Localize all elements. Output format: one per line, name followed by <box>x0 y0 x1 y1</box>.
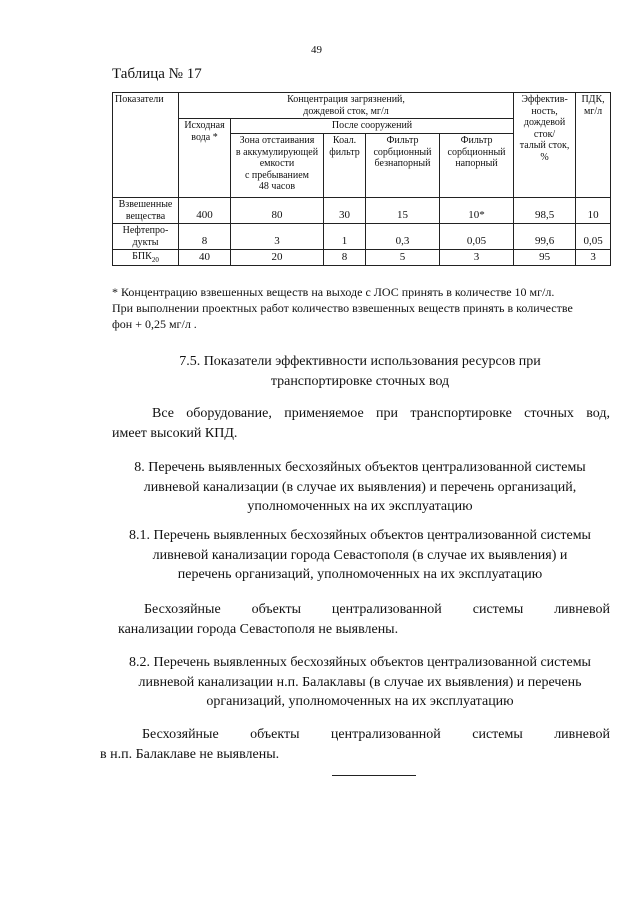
header-settling-zone: Зона отстаивания в аккумулирующей емкости с пребыванием 48 часов <box>231 134 324 198</box>
row-label: $БПК_{20}$ <box>113 250 179 266</box>
section-7-5-text: Все оборудование, применяемое при транспортировке сточных вод, имеет высокий КПД. <box>112 406 610 441</box>
row-label: Нефтепро- дукты <box>113 224 179 250</box>
section-8-heading: 8. Перечень выявленных бесхозяйных объектов централизованной системы ливневой канализации (в случае их выявления) и перечень организаций, уполномоченных на их эксплуатацию <box>134 460 586 515</box>
table-footnote: * Концентрацию взвешенных веществ на выходе с ЛОС принять в количестве 10 мг/л. При выполнении проектных работ количество взвешенных веществ принять в количестве фон + 0,25 мг/л . <box>112 285 573 331</box>
header-coal-filter: Коал. фильтр <box>324 134 366 198</box>
cell-sorption-pressure: 10* <box>440 198 514 224</box>
cell-source: 400 <box>179 198 231 224</box>
section-8-2-text: Бесхозяйные объекты централизованной системы ливневой в н.п. Балаклаве не выявлены. <box>100 727 610 762</box>
cell-sorption-pressure: 0,05 <box>440 224 514 250</box>
header-sorption-pressure: Фильтр сорбционный напорный <box>440 134 514 198</box>
page-number: 49 <box>311 44 322 56</box>
table-row <box>113 224 611 250</box>
end-rule <box>332 775 416 776</box>
cell-pdk: 10 <box>576 198 611 224</box>
table-row <box>113 198 611 224</box>
cell-coal: 1 <box>324 224 366 250</box>
cell-sorption-free: 0,3 <box>366 224 440 250</box>
section-8-1-heading: 8.1. Перечень выявленных бесхозяйных объектов централизованной системы ливневой канализации города Севастополя (в случае их выявления) и перечень организаций, уполномоченных на их эксплуатацию <box>129 528 591 583</box>
cell-source: 40 <box>179 250 231 266</box>
header-efficiency: Эффектив- ность, дождевой сток/ талый сток, % <box>514 93 576 198</box>
pollution-concentration-table <box>112 92 611 266</box>
header-after-facilities: После сооружений <box>231 119 514 134</box>
section-8-1-text: Бесхозяйные объекты централизованной системы ливневой канализации города Севастополя не выявлены. <box>118 602 610 637</box>
cell-sorption-pressure: 3 <box>440 250 514 266</box>
cell-efficiency: 98,5 <box>514 198 576 224</box>
header-sorption-free-flow: Фильтр сорбционный безнапорный <box>366 134 440 198</box>
cell-sorption-free: 15 <box>366 198 440 224</box>
cell-coal: 30 <box>324 198 366 224</box>
header-source-water: Исходная вода * <box>179 119 231 198</box>
section-8-2-heading: 8.2. Перечень выявленных бесхозяйных объектов централизованной системы ливневой канализации н.п. Балаклавы (в случае их выявления) и перечень организаций, уполномоченных на их эксплуатацию <box>129 655 591 710</box>
header-indicators: Показатели <box>113 93 179 198</box>
header-pdk: ПДК, мг/л <box>576 93 611 198</box>
row-label: Взвешенные вещества <box>113 198 179 224</box>
cell-coal: 8 <box>324 250 366 266</box>
cell-sorption-free: 5 <box>366 250 440 266</box>
cell-pdk: 3 <box>576 250 611 266</box>
table-caption: Таблица № 17 <box>112 66 202 82</box>
cell-efficiency: 99,6 <box>514 224 576 250</box>
table-row <box>113 250 611 266</box>
cell-settling: 20 <box>231 250 324 266</box>
cell-pdk: 0,05 <box>576 224 611 250</box>
cell-settling: 3 <box>231 224 324 250</box>
header-concentration: Концентрация загрязнений, дождевой сток, мг/л <box>179 93 514 119</box>
cell-source: 8 <box>179 224 231 250</box>
cell-efficiency: 95 <box>514 250 576 266</box>
section-7-5-heading: 7.5. Показатели эффективности использования ресурсов при транспортировке сточных вод <box>179 354 541 389</box>
cell-settling: 80 <box>231 198 324 224</box>
